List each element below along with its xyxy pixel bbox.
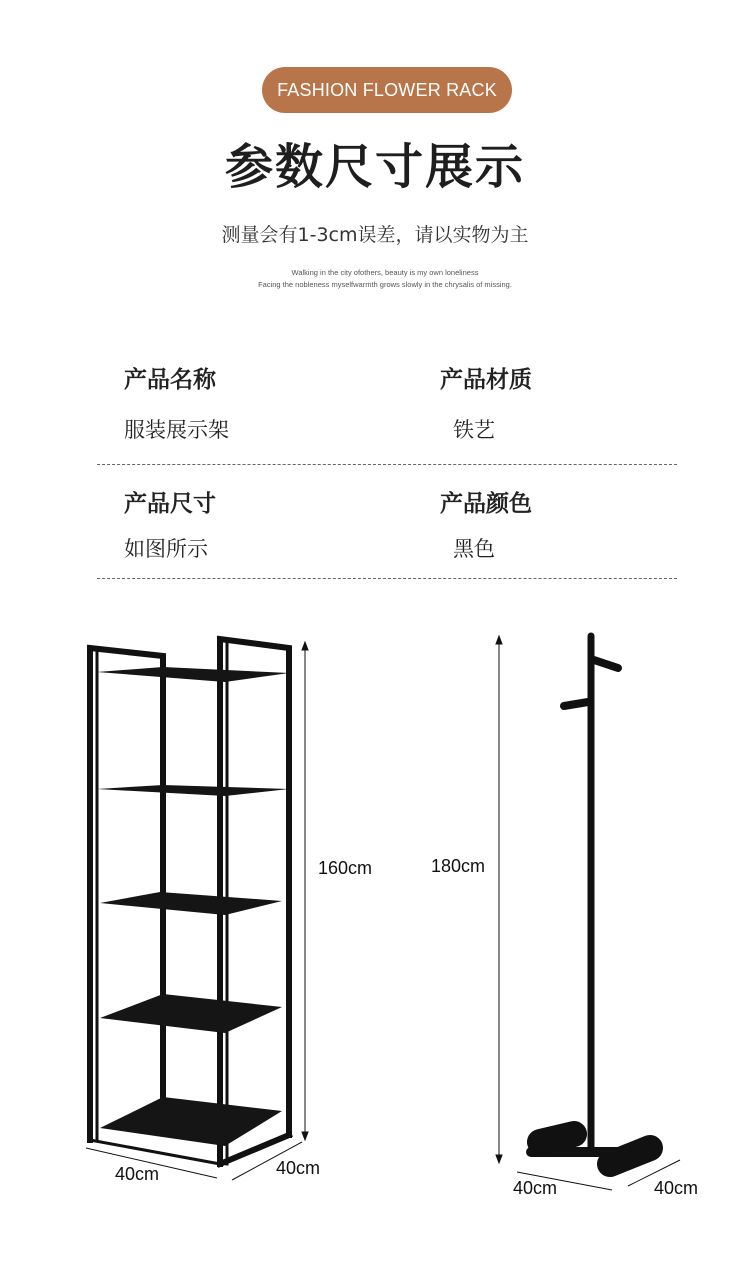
coat-stand-depth-label: 40cm [654, 1178, 699, 1198]
tagline-line-2: Facing the nobleness myselfwarmth grows slowly in the chrysalis of missing. [258, 280, 512, 289]
shelf-depth-label: 40cm [276, 1158, 321, 1178]
product-badge: FASHION FLOWER RACK [262, 67, 512, 113]
coat-stand-height-label: 180cm [431, 856, 486, 876]
product-color-label: 产品颜色 [440, 491, 532, 517]
measurement-note: 测量会有1-3cm误差，请以实物为主 [221, 224, 529, 246]
product-size-value: 如图所示 [124, 537, 208, 561]
coat-stand-width-label: 40cm [513, 1178, 558, 1198]
tagline-line-1: Walking in the city ofothers, beauty is my own loneliness [291, 268, 479, 277]
shelf-width-label: 40cm [115, 1164, 160, 1184]
product-name-label: 产品名称 [124, 367, 216, 393]
product-color-value: 黑色 [453, 537, 495, 561]
shelf-height-label: 160cm [318, 858, 373, 878]
product-material-value: 铁艺 [453, 418, 495, 442]
page-title: 参数尺寸展示 [224, 139, 525, 195]
product-size-label: 产品尺寸 [124, 491, 216, 517]
product-material-label: 产品材质 [440, 367, 532, 393]
product-name-value: 服装展示架 [124, 418, 229, 442]
